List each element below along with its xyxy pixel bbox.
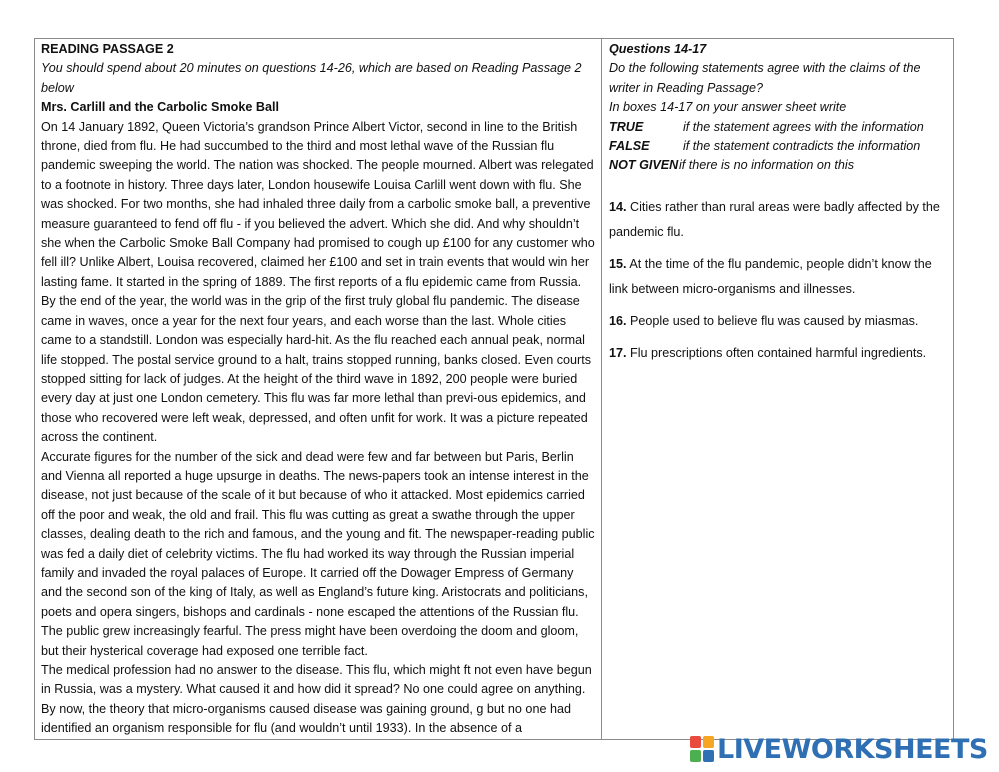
- questions-instruction-2: In boxes 14-17 on your answer sheet write: [609, 100, 847, 115]
- passage-paragraph-1: On 14 January 1892, Queen Victoria’s grandson Prince Albert Victor, second in line to the British throne, died from flu. He had succumbed to the third and most lethal wave of the Russian flu pandemic sweeping the world. The nation was shocked. The people mourned. Albert was relegated to a footnote in history. Three days later, London housewife Louisa Carlill went down with flu. She was shocked. For two months, she had inhaled three daily from a carbolic smoke ball, a preventive measure guaranteed to fend off flu - if you believed the advert. Which she did. And why shouldn’t she when the Carbolic Smoke Ball Company had promised to cough up £100 for any customer who fell ill? Unlike Albert, Louisa recovered, claimed her £100 and set in train events that would win her lasting fame. It started in the spring of 1889. The first reports of a flu epidemic came from Russia. By the end of the year, the world was in the grip of the first truly global flu pandemic. The disease came in waves, once a year for the next four years, and each worse than the last. Whole cities came to a standstill. London was especially hard-hit. As the flu reached each annual peak, normal life stopped. The postal service ground to a halt, trains stopped running, banks closed. Even courts stopped sitting for lack of judges. At the height of the third wave in 1892, 200 people were buried every day at just one London cemetery. This flu was far more lethal than previ-ous epidemics, and those who recovered were left weak, depressed, and often unfit for work. It was a picture repeated across the continent.: [41, 119, 595, 445]
- legend-not-given: [609, 156, 947, 175]
- question-number: 16.: [609, 313, 627, 328]
- worksheet-table: [34, 38, 954, 740]
- legend-true: [609, 118, 947, 137]
- passage-paragraph-2: Accurate figures for the number of the sick and dead were few and far between but Paris, Berlin and Vienna all reported a huge upsurge in deaths. The news-papers took an intense interest in the disease, not just because of the scale of it but because of who it attacked. Most epidemics carried off the poor and weak, the old and frail. This flu was cutting as great a swathe through the upper classes, dealing death to the rich and famous, and the young and fit. The newspaper-reading public was fed a daily diet of celebrity victims. The flu had worked its way through the Russian imperial family and invaded the royal palaces of Europe. It carried off the Dowager Empress of Germany and the second son of the king of Italy, as well as England’s future king. Aristocrats and politicians, poets and opera singers, bishops and cardinals - none escaped the attentions of the Russian flu. The public grew increasingly fearful. The press might have been overdoing the doom and gloom, but their hysterical coverage had exposed one terrible fact.: [41, 449, 595, 658]
- question-number: 17.: [609, 345, 627, 360]
- questions-column: [602, 39, 953, 739]
- question-text: People used to believe flu was caused by miasmas.: [630, 313, 919, 328]
- question-number: 15.: [609, 256, 627, 271]
- question-list: [609, 195, 947, 366]
- question-item: [609, 309, 947, 334]
- legend-desc: if there is no information on this: [679, 158, 855, 173]
- questions-instruction: Do the following statements agree with the claims of the writer in Reading Passage?: [609, 61, 921, 95]
- legend-desc: if the statement agrees with the information: [683, 119, 924, 134]
- question-item: [609, 341, 947, 366]
- question-text: Cities rather than rural areas were badly affected by the pandemic flu.: [609, 199, 940, 239]
- questions-heading: Questions 14-17: [609, 42, 707, 56]
- reading-passage-column: [35, 39, 602, 739]
- legend-term: NOT GIVEN: [609, 158, 679, 173]
- liveworksheets-brand[interactable]: [690, 733, 988, 765]
- legend-term: TRUE: [609, 119, 644, 134]
- question-item: [609, 195, 947, 245]
- passage-heading: READING PASSAGE 2: [41, 42, 174, 56]
- question-item: [609, 252, 947, 302]
- legend-term: FALSE: [609, 139, 650, 154]
- passage-title: Mrs. Carlill and the Carbolic Smoke Ball: [41, 100, 279, 115]
- question-number: 14.: [609, 199, 627, 214]
- liveworksheets-logo-icon: [690, 736, 714, 762]
- legend-false: [609, 137, 947, 156]
- brand-name: LIVEWORKSHEETS: [717, 733, 988, 765]
- question-text: Flu prescriptions often contained harmful ingredients.: [630, 345, 927, 360]
- question-text: At the time of the flu pandemic, people didn’t know the link between micro-organisms and illnesses.: [609, 256, 932, 296]
- legend-desc: if the statement contradicts the information: [683, 139, 921, 154]
- passage-paragraph-3: The medical profession had no answer to the disease. This flu, which might ft not even have begun in Russia, was a mystery. What caused it and how did it spread? No one could agree on anything. By now, the theory that micro-organisms caused disease was gaining ground, g but no one had identified an organism responsible for flu (and wouldn’t until 1933). In the absence of a: [41, 663, 592, 736]
- passage-instruction: You should spend about 20 minutes on questions 14-26, which are based on Reading Passage 2 below: [41, 61, 582, 95]
